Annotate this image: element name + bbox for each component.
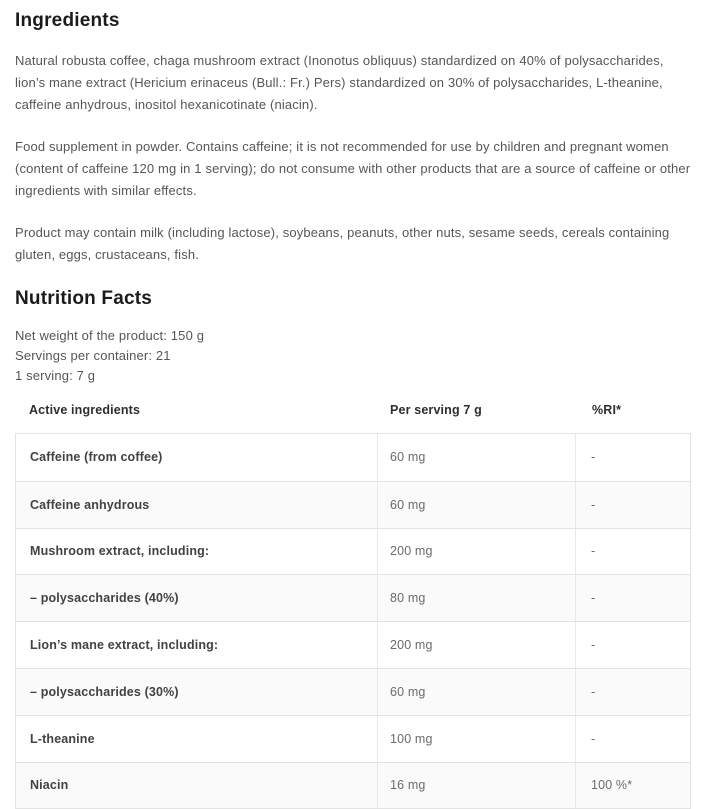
- ingredient-name-cell: Niacin: [16, 763, 378, 809]
- col-header-ri: %RI*: [592, 403, 622, 417]
- ingredient-name-cell: L-theanine: [16, 716, 378, 762]
- ri-cell: -: [591, 684, 596, 699]
- per-serving-cell: 80 mg: [378, 575, 576, 621]
- col-header-per-serving: Per serving 7 g: [390, 403, 482, 417]
- table-body: [15, 433, 691, 809]
- ingredient-name-cell: Caffeine (from coffee): [16, 434, 378, 481]
- net-weight-line: Net weight of the product: 150 g: [15, 328, 205, 343]
- nutrition-table: [15, 403, 691, 809]
- per-serving-cell: 100 mg: [378, 716, 576, 762]
- ingredient-name-cell: Mushroom extract, including:: [16, 529, 378, 575]
- table-row: [16, 574, 690, 621]
- ri-cell: -: [591, 450, 596, 465]
- table-row: [16, 762, 690, 809]
- table-row: [16, 481, 690, 528]
- table-row: [16, 621, 690, 668]
- nutrition-facts-title: Nutrition Facts: [15, 288, 153, 309]
- table-row: [16, 668, 690, 715]
- serving-size-line: 1 serving: 7 g: [15, 368, 96, 383]
- ri-cell: -: [591, 638, 596, 653]
- per-serving-cell: 60 mg: [378, 669, 576, 715]
- ri-cell: -: [591, 544, 596, 559]
- nutrition-facts-section: [15, 286, 691, 809]
- table-header-row: [15, 403, 691, 417]
- ri-cell: -: [591, 731, 596, 746]
- caffeine-warning-paragraph: Food supplement in powder. Contains caffeine; it is not recommended for use by children and pregnant women (content of caffeine 120 mg in 1 serving); do not consume with other products that are a source of caffeine or other ingredients with similar effects.: [15, 139, 691, 198]
- ingredients-title: Ingredients: [15, 10, 120, 31]
- table-row: [16, 528, 690, 575]
- ingredients-paragraph: Natural robusta coffee, chaga mushroom extract (Inonotus obliquus) standardized on 40% of polysaccharides, lion’s mane extract (Hericium erinaceus (Bull.: Fr.) Pers) standardized on 30% of polysaccharides, L-theanine, caffeine anhydrous, inositol hexanicotinate (niacin).: [15, 53, 664, 112]
- per-serving-cell: 60 mg: [378, 434, 576, 481]
- col-header-active-ingredients: Active ingredients: [29, 403, 141, 417]
- per-serving-cell: 16 mg: [378, 763, 576, 809]
- ingredient-name-cell: – polysaccharides (40%): [16, 575, 378, 621]
- servings-per-container-line: Servings per container: 21: [15, 348, 171, 363]
- table-row: [16, 715, 690, 762]
- ingredients-section: [15, 0, 691, 266]
- allergen-paragraph: Product may contain milk (including lactose), soybeans, peanuts, other nuts, sesame seeds, cereals containing gluten, eggs, crustaceans, fish.: [15, 225, 670, 262]
- ri-cell: -: [591, 591, 596, 606]
- ingredient-name-cell: Lion’s mane extract, including:: [16, 622, 378, 668]
- ri-cell: -: [591, 497, 596, 512]
- per-serving-cell: 60 mg: [378, 482, 576, 528]
- table-row: [16, 434, 690, 481]
- per-serving-cell: 200 mg: [378, 529, 576, 575]
- ingredient-name-cell: Caffeine anhydrous: [16, 482, 378, 528]
- ri-cell: 100 %*: [591, 778, 633, 793]
- ingredient-name-cell: – polysaccharides (30%): [16, 669, 378, 715]
- per-serving-cell: 200 mg: [378, 622, 576, 668]
